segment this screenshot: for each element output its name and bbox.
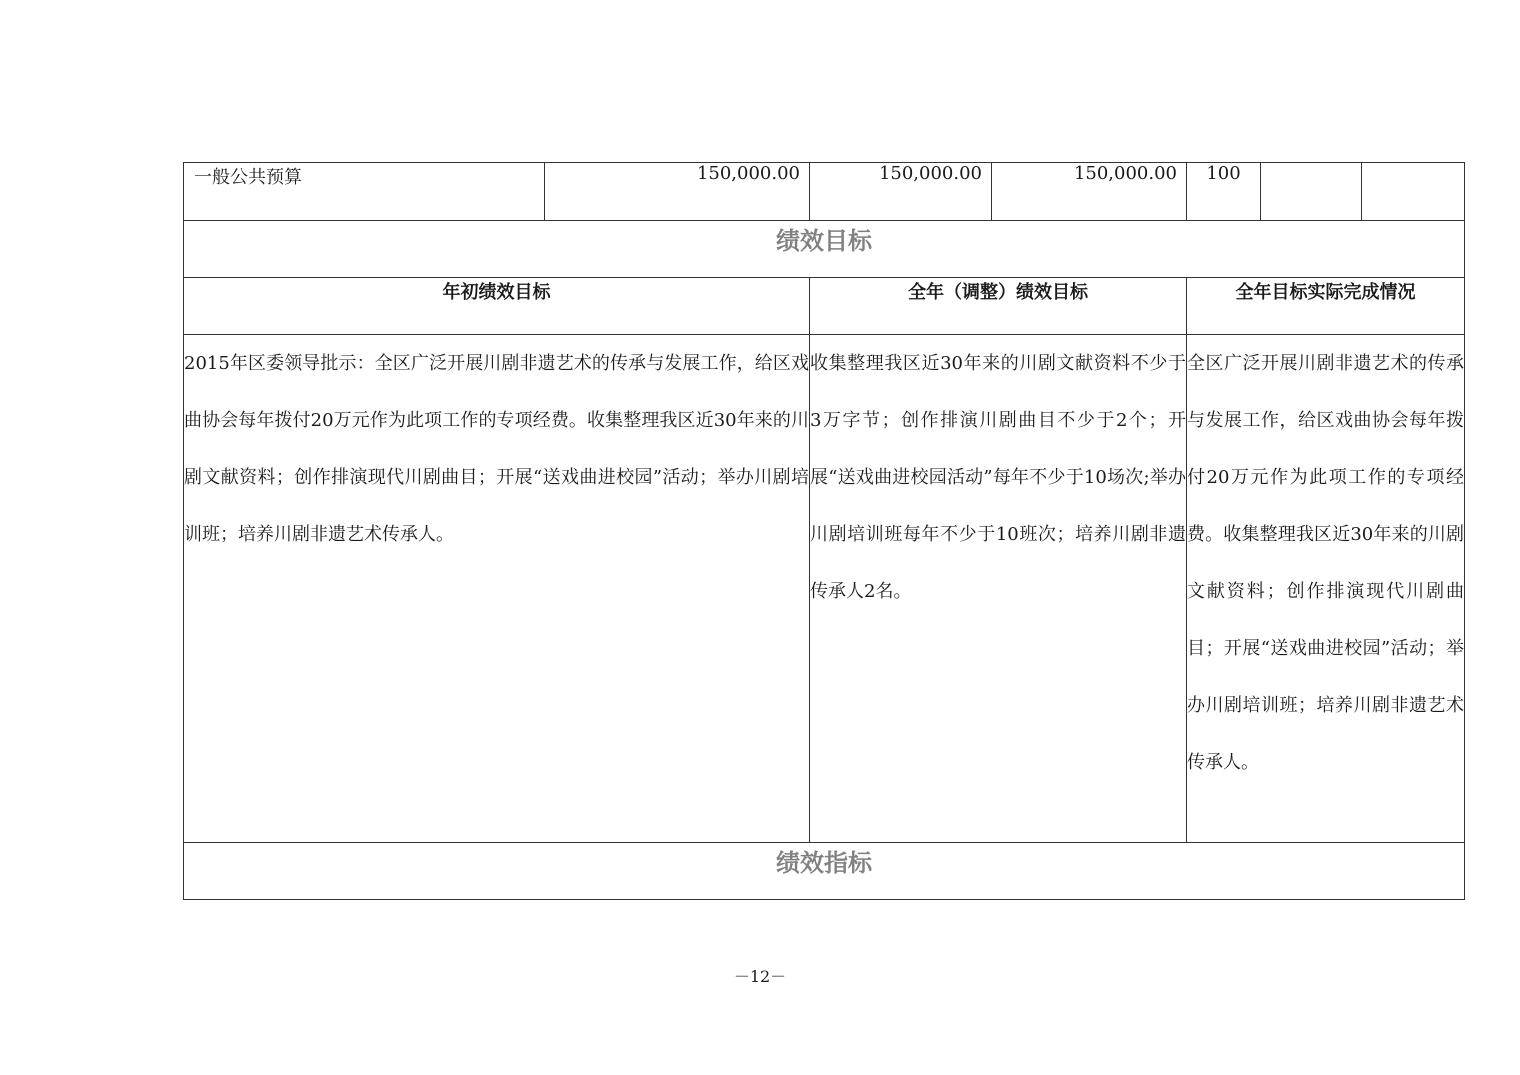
adjusted-goal-header: 全年（调整）绩效目标	[810, 278, 1187, 335]
initial-goal-cell	[184, 335, 810, 843]
page-number: －12－	[733, 967, 787, 986]
initial-goal-text: 2015年区委领导批示：全区广泛开展川剧非遗艺术的传承与发展工作，给区戏曲协会每年拨付20万元作为此项工作的专项经费。收集整理我区近30年来的川剧文献资料；创作排演现代川剧曲目；开展“送戏曲进校园”活动；举办川剧培训班；培养川剧非遗艺术传承人。	[184, 353, 809, 545]
goals-body-row	[184, 335, 1465, 843]
adjusted-goal-text: 收集整理我区近30年来的川剧文献资料不少于3万字节；创作排演川剧曲目不少于2个；开展“送戏曲进校园活动”每年不少于10场次;举办川剧培训班每年不少于10班次；培养川剧非遗传承人2名。	[810, 353, 1186, 602]
performance-table	[183, 162, 1465, 900]
goals-header-row	[184, 278, 1465, 335]
budget-empty-cell-1	[1261, 163, 1362, 221]
budget-empty-cell-2	[1362, 163, 1465, 221]
budget-rate: 100	[1187, 163, 1261, 221]
budget-value-1: 150,000.00	[545, 163, 810, 221]
actual-completion-cell	[1187, 335, 1465, 843]
budget-source-label: 一般公共预算	[184, 163, 545, 221]
actual-completion-text: 全区广泛开展川剧非遗艺术的传承与发展工作，给区戏曲协会每年拨付20万元作为此项工作的专项经费。收集整理我区近30年来的川剧文献资料；创作排演现代川剧曲目；开展“送戏曲进校园”活动；举办川剧培训班；培养川剧非遗艺术传承人。	[1187, 353, 1464, 773]
indicators-section-row	[184, 843, 1465, 900]
budget-row	[184, 163, 1465, 221]
budget-value-3: 150,000.00	[992, 163, 1187, 221]
actual-completion-header: 全年目标实际完成情况	[1187, 278, 1465, 335]
initial-goal-header: 年初绩效目标	[184, 278, 810, 335]
indicators-section-title: 绩效指标	[184, 843, 1465, 900]
goals-section-title: 绩效目标	[184, 221, 1465, 278]
budget-value-2: 150,000.00	[810, 163, 992, 221]
goals-section-row	[184, 221, 1465, 278]
adjusted-goal-cell	[810, 335, 1187, 843]
